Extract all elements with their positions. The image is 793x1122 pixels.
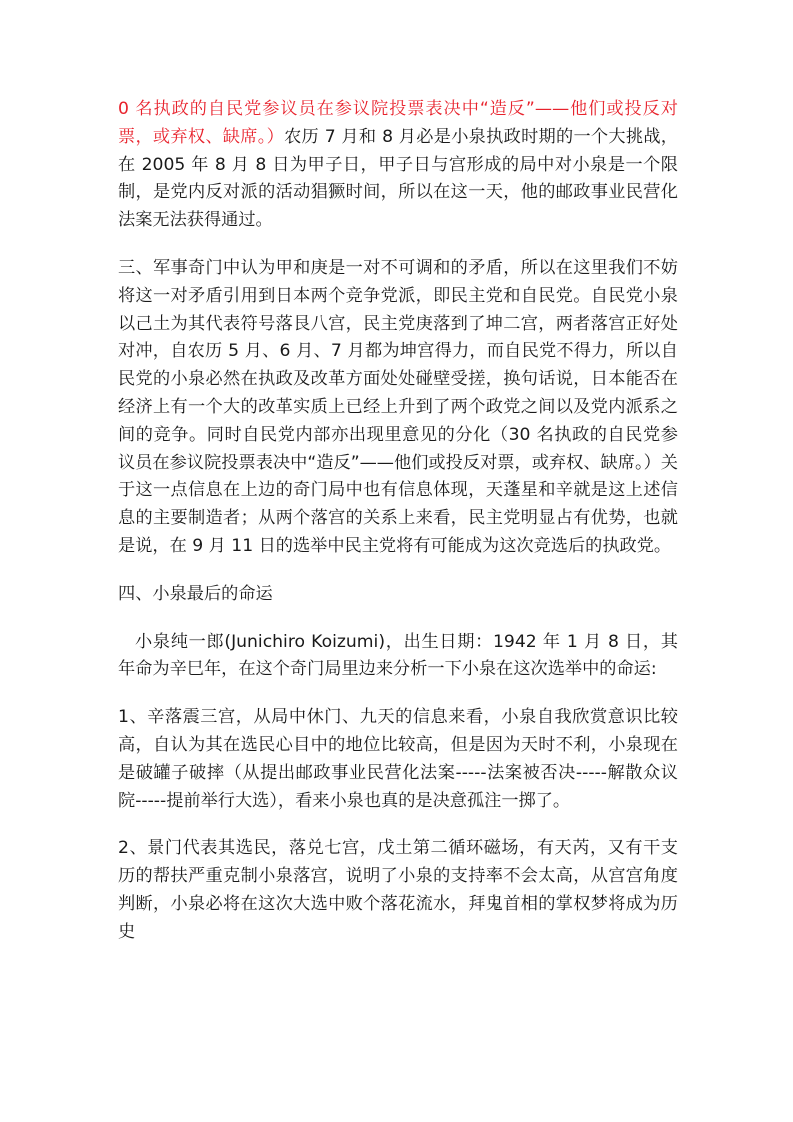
highlighted-text: 0 名执政的自民党参议员在参议院投票表决中“造反”——他们或投反对票，或弃权、缺席。） [118,99,678,147]
document-page [118,96,678,967]
paragraph-koizumi-birth: 小泉纯一郎(Junichiro Koizumi)，出生日期：1942 年 1 月 8 日，其年命为辛巳年，在这个奇门局里边来分析一下小泉在这次选举中的命运: [118,631,678,680]
paragraph-point-one: 1、辛落震三宫，从局中休门、九天的信息来看，小泉自我欣赏意识比较高，自认为其在选民心目中的地位比较高，但是因为天时不利，小泉现在是破罐子破摔（从提出邮政事业民营化法案-----法案被否决-----解散众议院-----提前举行大选），看来小泉也真的是决意孤注一掷了。 [118,707,678,811]
paragraph-section-three: 三、军事奇门中认为甲和庚是一对不可调和的矛盾，所以在这里我们不妨将这一对矛盾引用到日本两个竞争党派，即民主党和自民党。自民党小泉以己土为其代表符号落艮八宫，民主党庚落到了坤二宫，两者落宫正好处对冲，自农历 5 月、6 月、7 月都为坤宫得力，而自民党不得力，所以自民党的小泉必然在执政及改革方面处处碰壁受搓，换句话说，日本能否在经济上有一个大的改革实质上已经上升到了两个政党之间以及党内派系之间的竞争。同时自民党内部亦出现里意见的分化（30 名执政的自民党参议员在参议院投票表决中“造反”——他们或投反对票，或弃权、缺席。）关于这一点信息在上边的奇门局中也有信息体现，天蓬星和辛就是这上述信息的主要制造者；从两个落宫的关系上来看，民主党明显占有优势，也就是说，在 9 月 11 日的选举中民主党将有可能成为这次竞选后的执政党。 [118,257,678,556]
paragraph-continuation [118,96,678,235]
paragraph-point-two: 2、景门代表其选民，落兑七宫，戊土第二循环磁场，有天芮，又有干支历的帮扶严重克制小泉落宫，说明了小泉的支持率不会太高，从宫宫角度判断，小泉必将在这次大选中败个落花流水，拜鬼首相的掌权梦将成为历史 [118,838,678,942]
paragraph-text: 农历 7 月和 8 月必是小泉执政时期的一个大挑战，在 2005 年 8 月 8 日为甲子日，甲子日与宫形成的局中对小泉是一个限制，是党内反对派的活动猖獗时间，所以在这一天，他的邮政事业民营化法案无法获得通过。 [118,126,678,231]
section-heading-four: 四、小泉最后的命运 [118,583,273,604]
